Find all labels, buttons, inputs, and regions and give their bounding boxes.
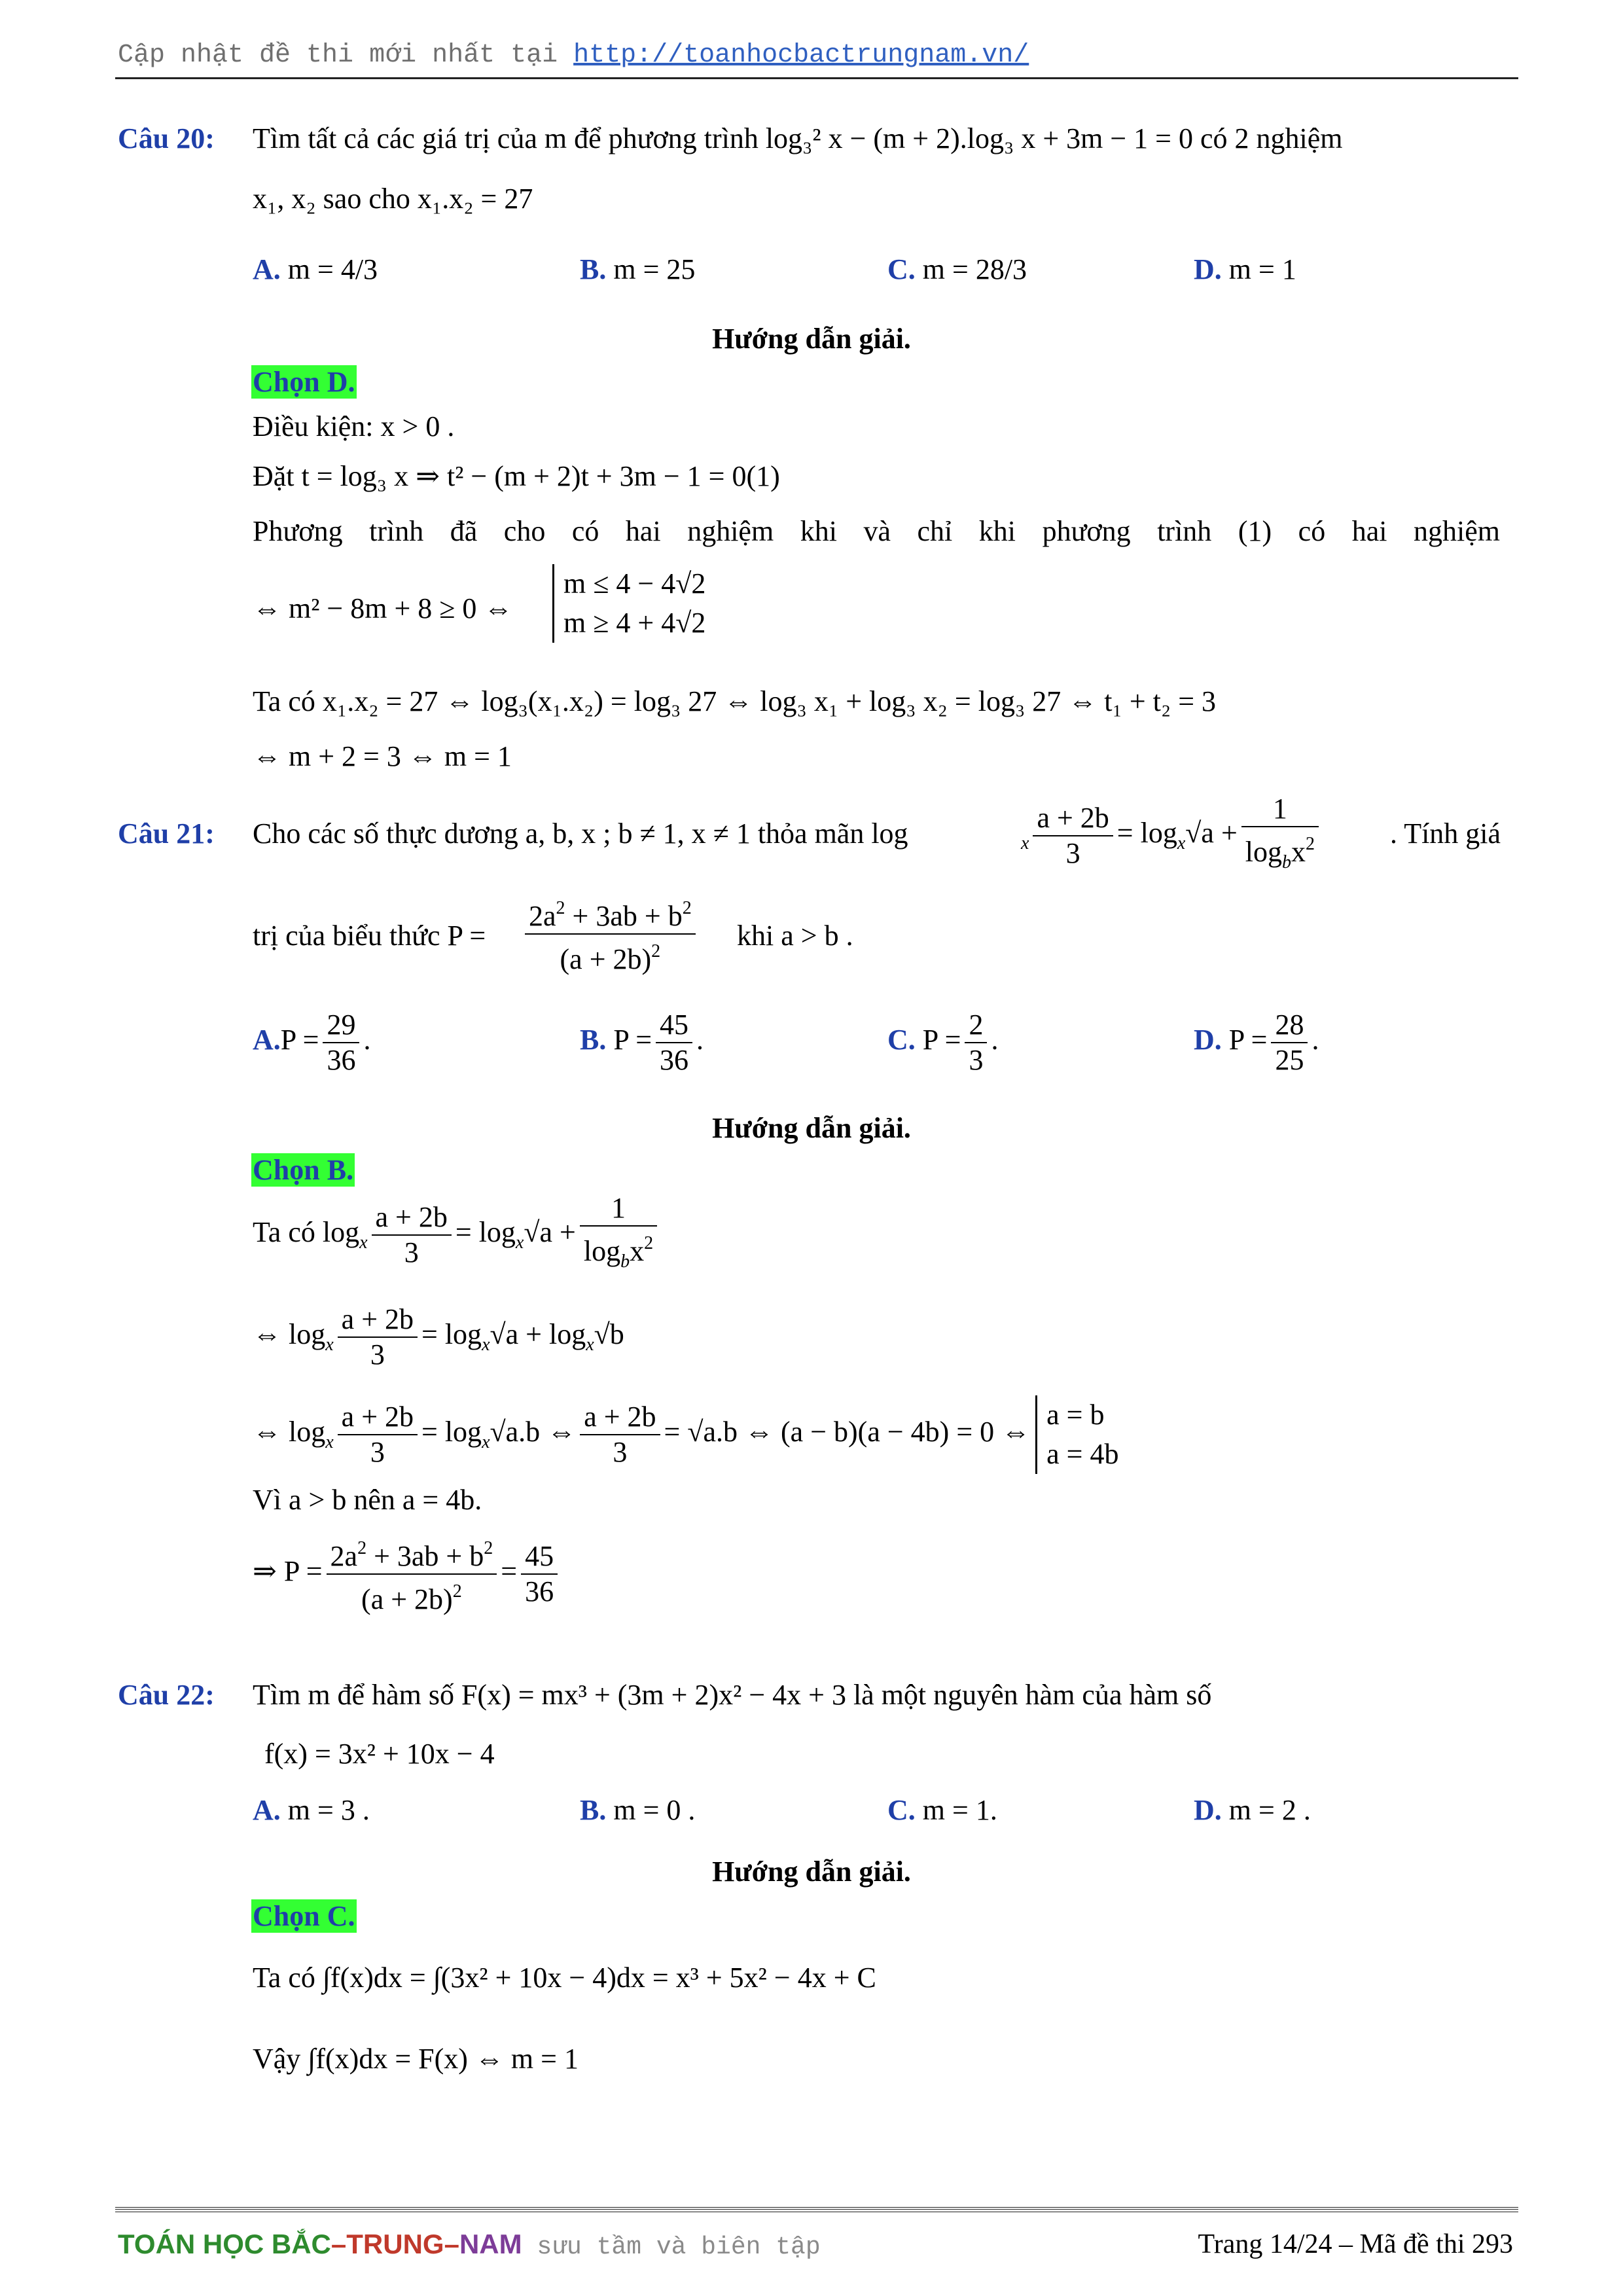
q20-stem-line1: Tìm tất cả các giá trị của m để phương trình log₃² x − (m + 2).log₃ x + 3m − 1 = 0 có 2 nghiệm: [253, 122, 1343, 154]
q21-sol-line5: ⇒ P = $\frac{2a^2 + 3ab + b^2}{(a + 2b)^2}$ = $\frac{45}{36}$: [253, 1532, 562, 1617]
q20-option-d: D. m = 1: [1194, 253, 1296, 285]
footer-rule: [115, 2207, 1518, 2212]
q20-sol-line5: Ta có x₁.x₂ = 27 ⇔ log₃(x₁.x₂) = log₃ 27 ⇔ log₃ x₁ + log₃ x₂ = log₃ 27 ⇔ t₁ + t₂ = 3: [253, 685, 1217, 717]
q21-stem-line1a: Cho các số thực dương a, b, x ; b ≠ 1, x ≠ 1 thỏa mãn log: [253, 817, 908, 850]
footer-brand-part1: TOÁN HỌC BẮC: [118, 2229, 331, 2259]
q21-stem-line2a: trị của biểu thức P =: [253, 920, 486, 952]
q21-option-a: A.P = $\frac{29}{36}$ .: [253, 1009, 371, 1076]
q20-case1: m ≤ 4 − 4√2: [563, 567, 706, 600]
footer-page-info: Trang 14/24 – Mã đề thi 293: [1198, 2229, 1513, 2259]
q20-option-c: C. m = 28/3: [887, 253, 1027, 285]
header-text: Cập nhật đề thi mới nhất tại: [118, 41, 574, 70]
q21-guide-heading: Hướng dẫn giải.: [712, 1112, 911, 1144]
q21-p-fraction: $\frac{2a^2 + 3ab + b^2}{(a + 2b)^2}$: [521, 891, 700, 977]
q22-stem-line2: f(x) = 3x² + 10x − 4: [264, 1738, 495, 1770]
q22-sol-line2: Vậy ∫f(x)dx = F(x) ⇔ m = 1: [253, 2043, 579, 2075]
q21-stem-eq: $_x$ $\frac{a + 2b}{3}$ = $\log_x√a$ + $\frac{1}{\log_bx^2}$: [1021, 792, 1323, 880]
q21-sol-line4: Vì a > b nên a = 4b.: [253, 1484, 482, 1516]
q21-sol-line1: Ta có $\log_x$ $\frac{a + 2b}{3}$ = $\log_x√a$ + $\frac{1}{\log_bx^2}$: [253, 1191, 661, 1279]
q21-sol-line2: ⇔ $\log_x$ $\frac{a + 2b}{3}$ = $\log_x√a + \log_x√b$: [253, 1303, 624, 1371]
q20-guide-heading: Hướng dẫn giải.: [712, 323, 911, 355]
page-header: [118, 41, 1029, 70]
q21-stem-line1b: . Tính giá: [1390, 817, 1501, 850]
q21-sol-line3: ⇔ $\log_x$ $\frac{a + 2b}{3}$ = $\log_x√a.b$ ⇔ $\frac{a + 2b}{3}$ = √a.b ⇔ (a − b)(a − 4b) = 0 ⇔ a = b a = 4b: [253, 1395, 1118, 1474]
q22-option-b: B. m = 0 .: [580, 1794, 696, 1826]
header-link[interactable]: http://toanhocbactrungnam.vn/: [573, 41, 1029, 70]
q20-answer: Chọn D.: [253, 366, 355, 398]
q20-option-a: A. m = 4/3: [253, 253, 378, 285]
q20-sol-line2: Đặt t = log₃ x ⇒ t² − (m + 2)t + 3m − 1 = 0(1): [253, 460, 780, 492]
q22-sol-line1: Ta có ∫f(x)dx = ∫(3x² + 10x − 4)dx = x³ + 5x² − 4x + C: [253, 1962, 876, 1994]
q20-stem-line2: x₁, x₂ sao cho x₁.x₂ = 27: [253, 183, 533, 215]
q22-stem-line1: Tìm m để hàm số F(x) = mx³ + (3m + 2)x² − 4x + 3 là một nguyên hàm của hàm số: [253, 1679, 1212, 1711]
footer-brand-part2: –TRUNG–: [330, 2229, 459, 2259]
q21-label: Câu 21:: [118, 817, 215, 850]
footer-brand-part3: NAM: [459, 2229, 522, 2259]
q20-sol-line6: ⇔ m + 2 = 3 ⇔ m = 1: [253, 740, 512, 772]
q20-option-b: B. m = 25: [580, 253, 696, 285]
q20-sol-line1: Điều kiện: x > 0 .: [253, 410, 455, 442]
q21-answer: Chọn B.: [253, 1154, 354, 1186]
q20-case2: m ≥ 4 + 4√2: [563, 607, 706, 639]
header-rule: [115, 77, 1518, 79]
q21-stem-line2b: khi a > b .: [737, 920, 853, 952]
q20-label: Câu 20:: [118, 122, 215, 154]
q21-option-d: D. P = $\frac{28}{25}$ .: [1194, 1009, 1319, 1076]
q21-option-b: B. P = $\frac{45}{36}$ .: [580, 1009, 704, 1076]
q22-option-d: D. m = 2 .: [1194, 1794, 1311, 1826]
footer-brand-part4: sưu tầm và biên tập: [522, 2233, 821, 2261]
q20-bracket: [547, 564, 705, 643]
q22-answer: Chọn C.: [253, 1900, 355, 1932]
q22-option-a: A. m = 3 .: [253, 1794, 370, 1826]
q22-option-c: C. m = 1.: [887, 1794, 997, 1826]
footer-brand: [118, 2229, 821, 2261]
q20-sol-line3: Phương trình đã cho có hai nghiệm khi và chỉ khi phương trình (1) có hai nghiệm: [253, 515, 1500, 547]
q21-option-c: C. P = $\frac{2}{3}$ .: [887, 1009, 999, 1076]
q20-sol-line4: ⇔ m² − 8m + 8 ≥ 0 ⇔: [253, 592, 513, 624]
q22-label: Câu 22:: [118, 1679, 215, 1711]
q22-guide-heading: Hướng dẫn giải.: [712, 1856, 911, 1888]
